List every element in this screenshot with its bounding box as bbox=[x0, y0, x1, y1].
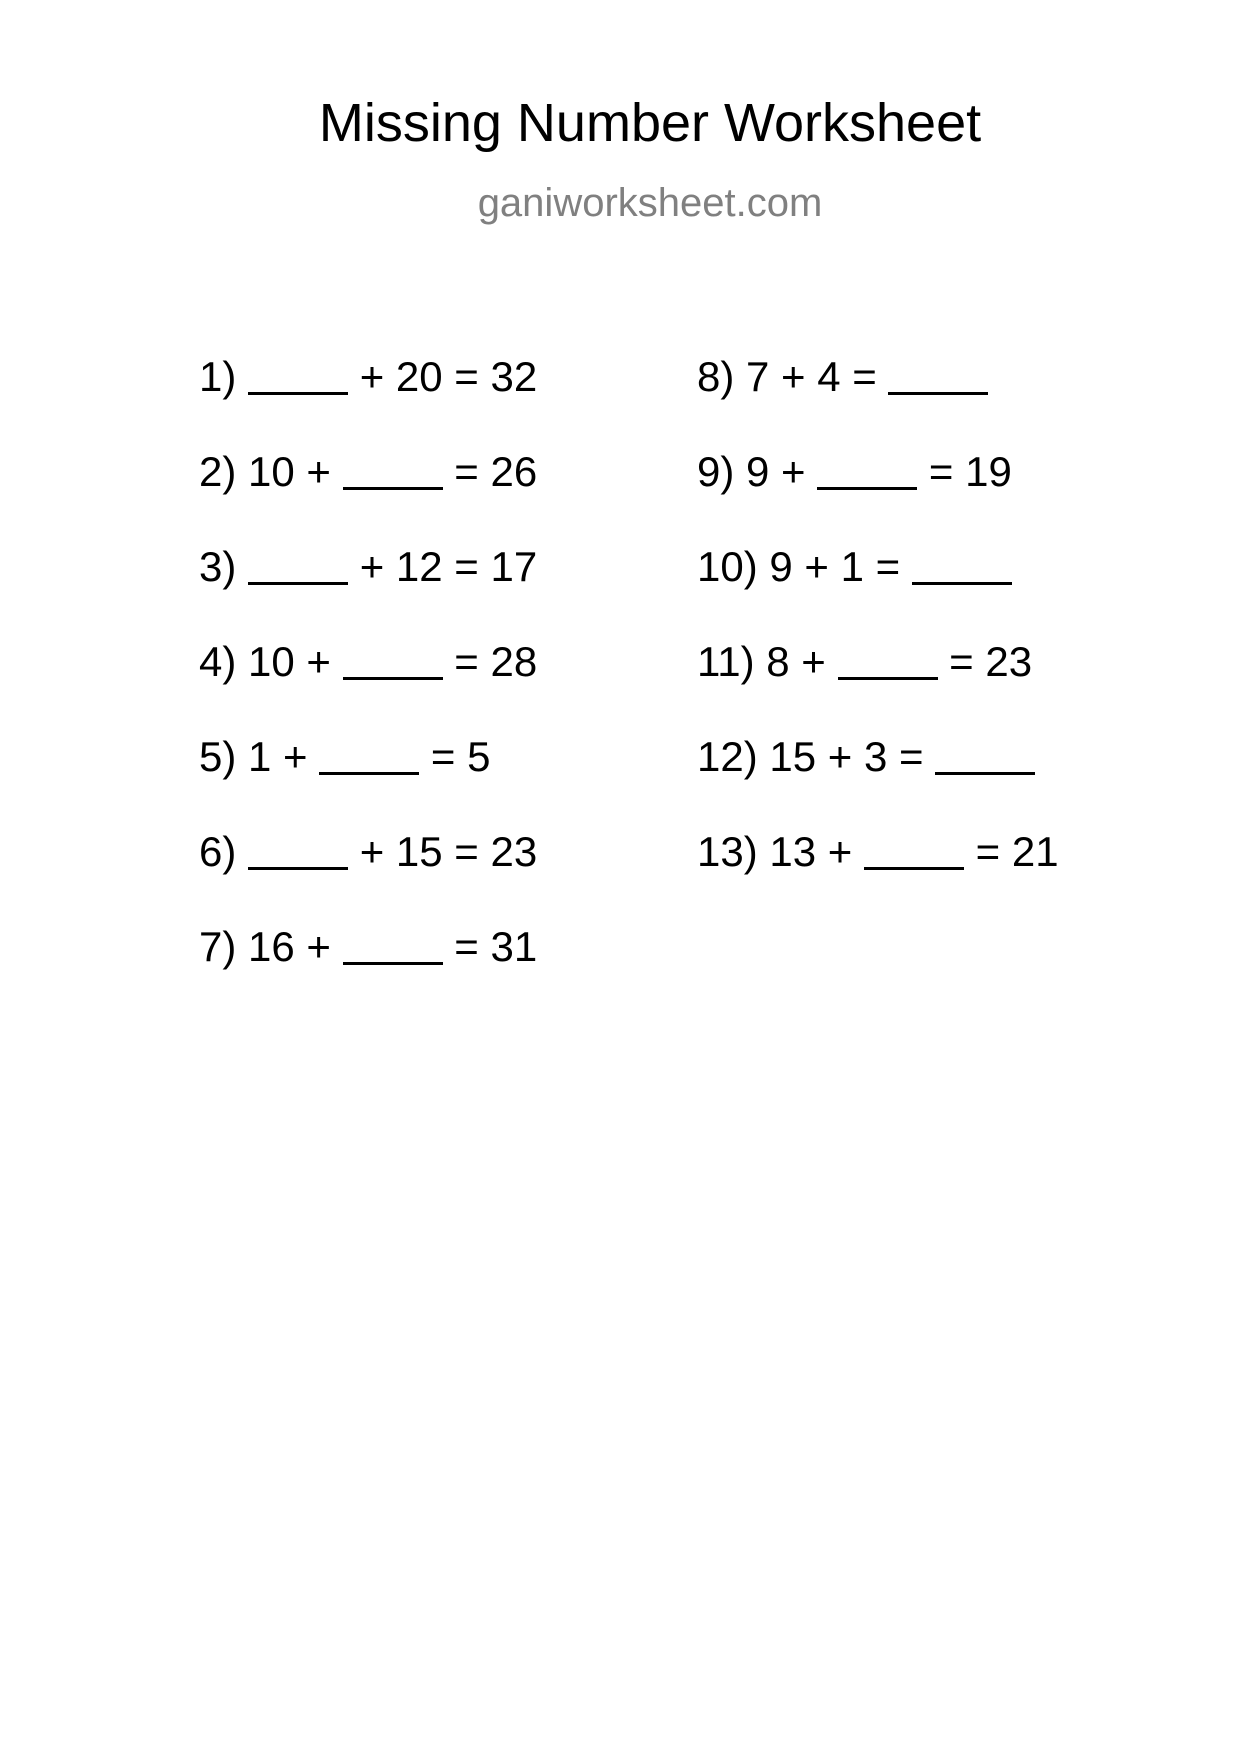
problem-10 bbox=[697, 542, 1059, 637]
problem-rest: = 31 bbox=[442, 923, 538, 970]
problem-lead: 7 + 4 = bbox=[734, 353, 889, 400]
answer-blank[interactable] bbox=[935, 736, 1035, 775]
problem-11 bbox=[697, 637, 1059, 732]
answer-blank[interactable] bbox=[912, 546, 1012, 585]
problem-number: 10) bbox=[697, 543, 758, 590]
problem-number: 4) bbox=[199, 638, 237, 685]
problem-column-left bbox=[199, 352, 537, 1017]
problem-9 bbox=[697, 447, 1059, 542]
answer-blank[interactable] bbox=[343, 926, 443, 965]
answer-blank[interactable] bbox=[343, 451, 443, 490]
problem-7 bbox=[199, 922, 537, 1017]
problem-number: 9) bbox=[697, 448, 735, 495]
problem-lead: 9 + 1 = bbox=[757, 543, 912, 590]
problem-rest: = 21 bbox=[963, 828, 1059, 875]
worksheet-source-website: ganiworksheet.com bbox=[477, 181, 823, 225]
answer-blank[interactable] bbox=[248, 546, 348, 585]
problem-rest: = 5 bbox=[419, 733, 491, 780]
problem-lead: 1 + bbox=[236, 733, 320, 780]
problem-lead: 9 + bbox=[734, 448, 818, 495]
problem-lead: 15 + 3 = bbox=[757, 733, 936, 780]
problem-6 bbox=[199, 827, 537, 922]
problem-12 bbox=[697, 732, 1059, 827]
problem-lead: 13 + bbox=[757, 828, 864, 875]
answer-blank[interactable] bbox=[864, 831, 964, 870]
problem-number: 1) bbox=[199, 353, 237, 400]
problem-rest: = 23 bbox=[937, 638, 1033, 685]
problem-number: 5) bbox=[199, 733, 237, 780]
problem-number: 2) bbox=[199, 448, 237, 495]
problem-rest: = 28 bbox=[442, 638, 538, 685]
problem-rest: + 20 = 32 bbox=[348, 353, 538, 400]
problem-rest: = 26 bbox=[442, 448, 538, 495]
problem-3 bbox=[199, 542, 537, 637]
problem-rest: + 15 = 23 bbox=[348, 828, 538, 875]
problem-8 bbox=[697, 352, 1059, 447]
problem-number: 3) bbox=[199, 543, 237, 590]
problem-number: 7) bbox=[199, 923, 237, 970]
answer-blank[interactable] bbox=[817, 451, 917, 490]
problem-number: 12) bbox=[697, 733, 758, 780]
problem-number: 8) bbox=[697, 353, 735, 400]
problem-lead: 16 + bbox=[236, 923, 343, 970]
problem-lead: 10 + bbox=[236, 448, 343, 495]
answer-blank[interactable] bbox=[319, 736, 419, 775]
answer-blank[interactable] bbox=[888, 356, 988, 395]
problem-rest: = 19 bbox=[917, 448, 1012, 495]
worksheet-title: Missing Number Worksheet bbox=[318, 93, 982, 153]
answer-blank[interactable] bbox=[248, 831, 348, 870]
problem-lead: 8 + bbox=[754, 638, 838, 685]
problem-1 bbox=[199, 352, 537, 447]
problem-number: 13) bbox=[697, 828, 758, 875]
answer-blank[interactable] bbox=[838, 641, 938, 680]
problem-13 bbox=[697, 827, 1059, 922]
problem-rest: + 12 = 17 bbox=[348, 543, 538, 590]
problem-2 bbox=[199, 447, 537, 542]
problem-number: 6) bbox=[199, 828, 237, 875]
problem-4 bbox=[199, 637, 537, 732]
problem-column-right bbox=[697, 352, 1059, 922]
answer-blank[interactable] bbox=[248, 356, 348, 395]
problem-lead: 10 + bbox=[236, 638, 343, 685]
problem-5 bbox=[199, 732, 537, 827]
problem-number: 11) bbox=[697, 638, 755, 685]
answer-blank[interactable] bbox=[343, 641, 443, 680]
